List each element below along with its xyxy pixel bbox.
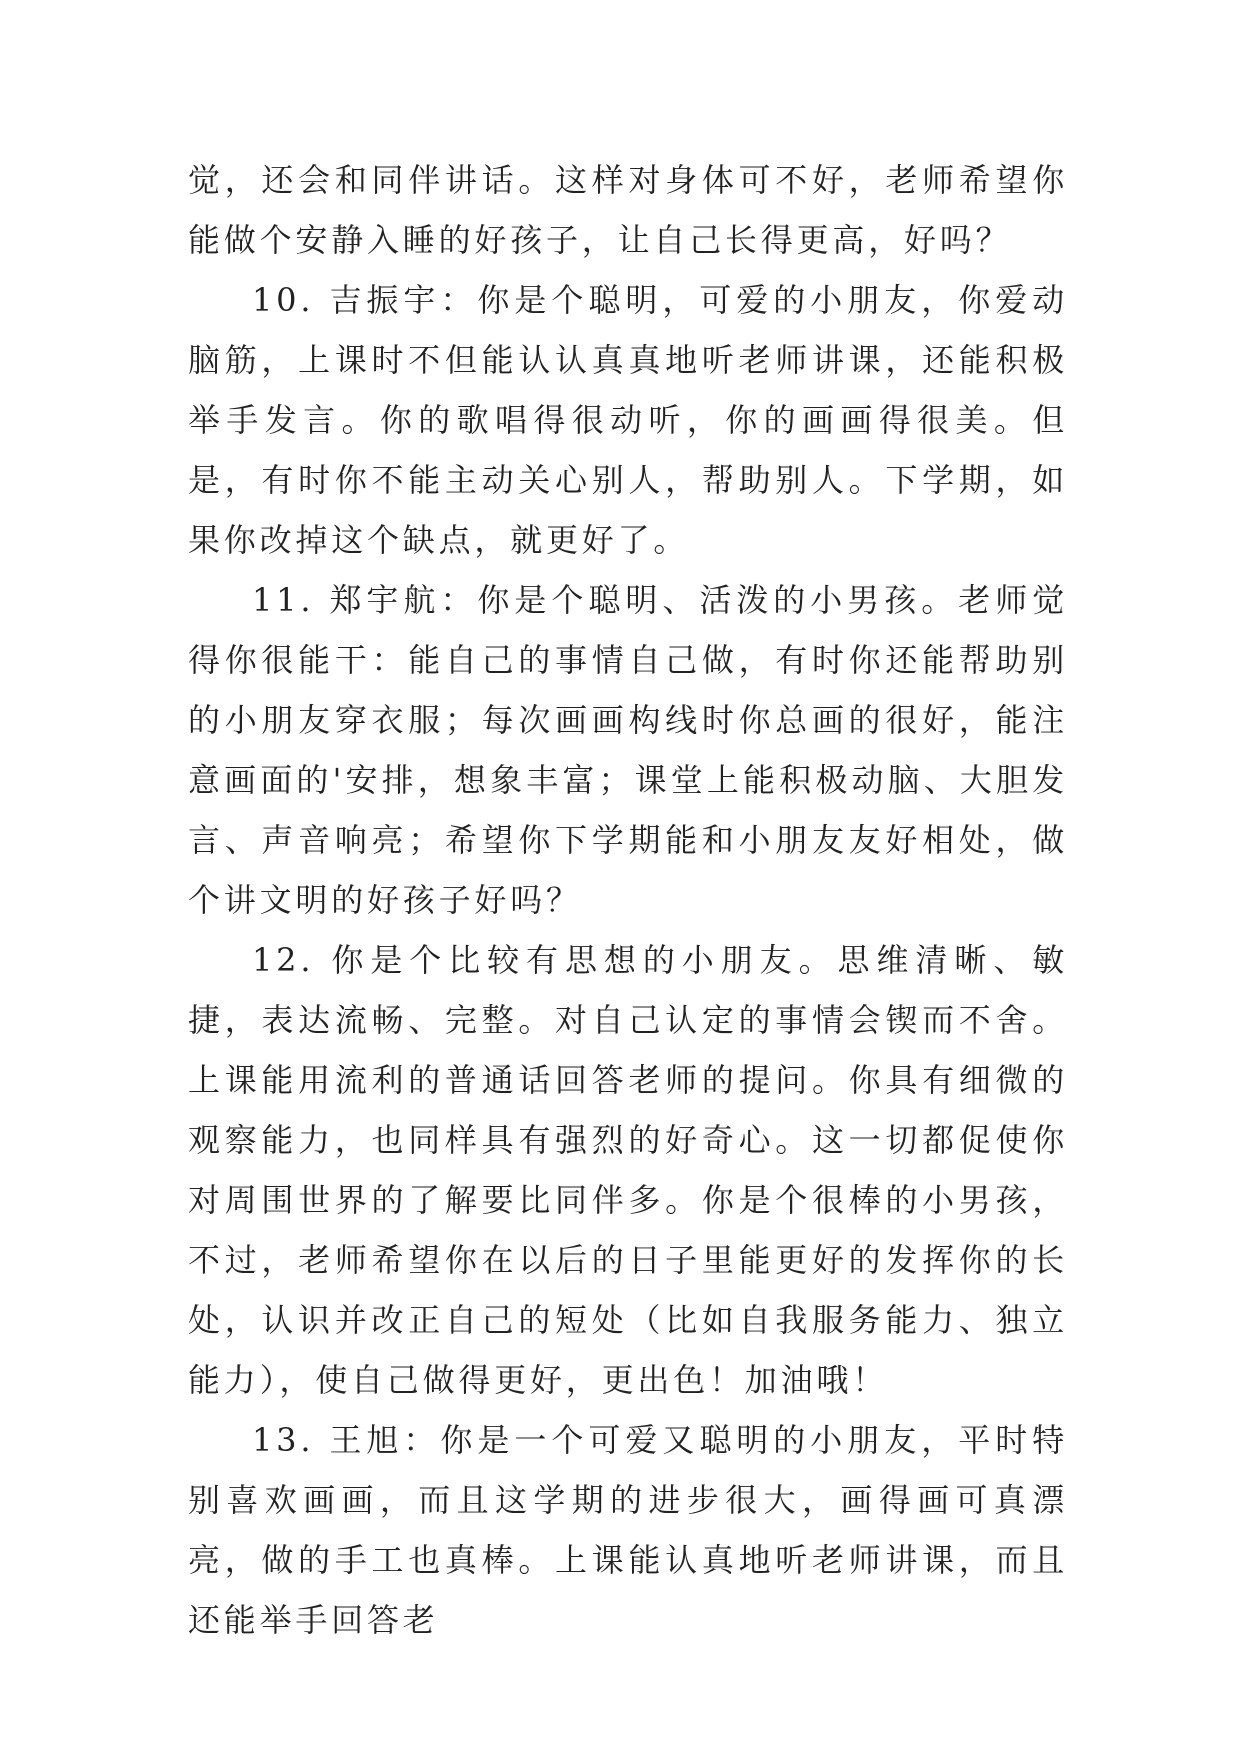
paragraph-continued: 觉，还会和同伴讲话。这样对身体可不好，老师希望你能做个安静入睡的好孩子，让自己长得更高，好吗？ — [188, 161, 1068, 259]
paragraph-11: 11. 郑宇航：你是个聪明、活泼的小男孩。老师觉得你很能干：能自己的事情自己做，有时你还能帮助别的小朋友穿衣服；每次画画构线时你总画的很好，能注意画面的'安排，想象丰富；课堂上能积极动脑、大胆发言、声音响亮；希望你下学期能和小朋友友好相处，做个讲文明的好孩子好吗？ — [188, 581, 1068, 919]
paragraph-10: 10. 吉振宇：你是个聪明，可爱的小朋友，你爱动脑筋，上课时不但能认认真真地听老师讲课，还能积极举手发言。你的歌唱得很动听，你的画画得很美。但是，有时你不能主动关心别人，帮助别人。下学期，如果你改掉这个缺点，就更好了。 — [188, 281, 1068, 559]
document-page — [188, 150, 1068, 1650]
paragraph-13: 13. 王旭：你是一个可爱又聪明的小朋友，平时特别喜欢画画，而且这学期的进步很大，画得画可真漂亮，做的手工也真棒。上课能认真地听老师讲课，而且还能举手回答老 — [188, 1421, 1068, 1639]
paragraph-12: 12. 你是个比较有思想的小朋友。思维清晰、敏捷，表达流畅、完整。对自己认定的事情会锲而不舍。上课能用流利的普通话回答老师的提问。你具有细微的观察能力，也同样具有强烈的好奇心。这一切都促使你对周围世界的了解要比同伴多。你是个很棒的小男孩，不过，老师希望你在以后的日子里能更好的发挥你的长处，认识并改正自己的短处（比如自我服务能力、独立能力），使自己做得更好，更出色！加油哦！ — [188, 941, 1068, 1399]
